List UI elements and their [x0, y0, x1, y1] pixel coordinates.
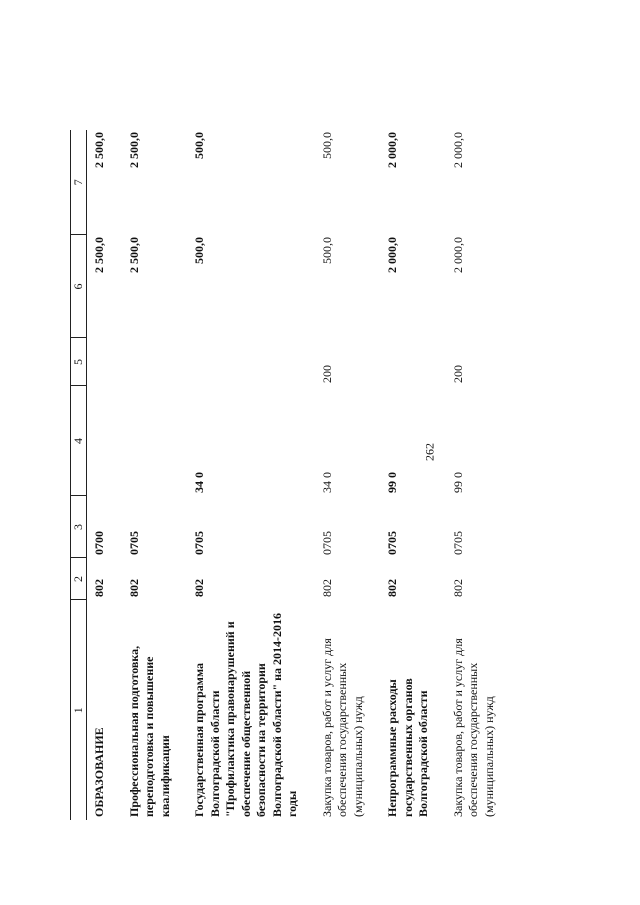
row-amount-2016: 500,0: [192, 132, 206, 159]
budget-table: [70, 130, 511, 820]
row-section-code: 0705: [319, 531, 334, 555]
row-section-code: 0705: [385, 531, 399, 555]
row-amount-2015: 500,0: [319, 237, 334, 264]
row-expense-type: 200: [450, 365, 465, 383]
header-cell-1: 1: [71, 600, 87, 820]
row-ministry-code: 802: [450, 579, 465, 597]
row-amount-2015: 2 500,0: [92, 237, 106, 273]
row-ministry-code: 802: [92, 579, 106, 597]
row-ministry-code: 802: [192, 579, 206, 597]
row-amount-2016: 500,0: [319, 132, 334, 159]
header-cell-2: 2: [71, 558, 87, 600]
row-expense-type: [87, 338, 122, 386]
row-ministry-code: 802: [126, 579, 141, 597]
row-expense-type: 200: [319, 365, 334, 383]
row-expense-type: [380, 338, 446, 386]
row-section-code: 0700: [92, 531, 106, 555]
row-target-article: [87, 386, 122, 496]
row-name: Профессиональная подготовка, переподготовка и повышение квалификации: [126, 645, 172, 817]
table-row: [315, 130, 381, 820]
row-target-article: 34 0: [192, 472, 206, 493]
header-cell-6: 6: [71, 235, 87, 338]
row-target-article: [122, 386, 188, 496]
table-row: [187, 130, 315, 820]
row-expense-type: [187, 338, 315, 386]
row-section-code: 0705: [126, 531, 141, 555]
row-amount-2016: 2 000,0: [385, 132, 399, 168]
rotated-table-container: [70, 130, 500, 820]
row-target-article: 99 0: [450, 472, 465, 493]
table-row: [122, 130, 188, 820]
header-cell-4: 4: [71, 386, 87, 496]
header-cell-5: 5: [71, 338, 87, 386]
row-expense-type: [122, 338, 188, 386]
header-row: [71, 130, 87, 820]
row-ministry-code: 802: [385, 579, 399, 597]
row-amount-2015: 2 000,0: [385, 237, 399, 273]
row-section-code: 0705: [192, 531, 206, 555]
table-row: [380, 130, 446, 820]
row-target-article: 34 0: [319, 472, 334, 493]
row-name: Непрограммные расходы государственных органов Волгоградской области: [385, 678, 430, 817]
row-amount-2015: 500,0: [192, 237, 206, 264]
row-amount-2016: 2 000,0: [450, 132, 465, 168]
row-target-article: 99 0: [385, 472, 399, 493]
row-amount-2016: 2 500,0: [92, 132, 106, 168]
row-amount-2016: 2 500,0: [126, 132, 141, 168]
row-amount-2015: 2 000,0: [450, 237, 465, 273]
table-row: [446, 130, 512, 820]
page-number: 262: [422, 443, 437, 461]
row-section-code: 0705: [450, 531, 465, 555]
row-amount-2015: 2 500,0: [126, 237, 141, 273]
row-name: ОБРАЗОВАНИЕ: [92, 727, 106, 817]
row-ministry-code: 802: [319, 579, 334, 597]
row-name: Закупка товаров, работ и услуг для обеспечения государственных (муниципальных) нужд: [319, 638, 365, 817]
header-cell-7: 7: [71, 130, 87, 235]
header-cell-3: 3: [71, 496, 87, 558]
row-name: Государственная программа Волгоградской области "Профилактика правонарушений и обеспечение общественной безопасности на территории Волгоградской области" на 2014-2016 годы: [192, 612, 299, 817]
row-name: Закупка товаров, работ и услуг для обеспечения государственных (муниципальных) нужд: [450, 638, 496, 817]
table-row: [87, 130, 122, 820]
